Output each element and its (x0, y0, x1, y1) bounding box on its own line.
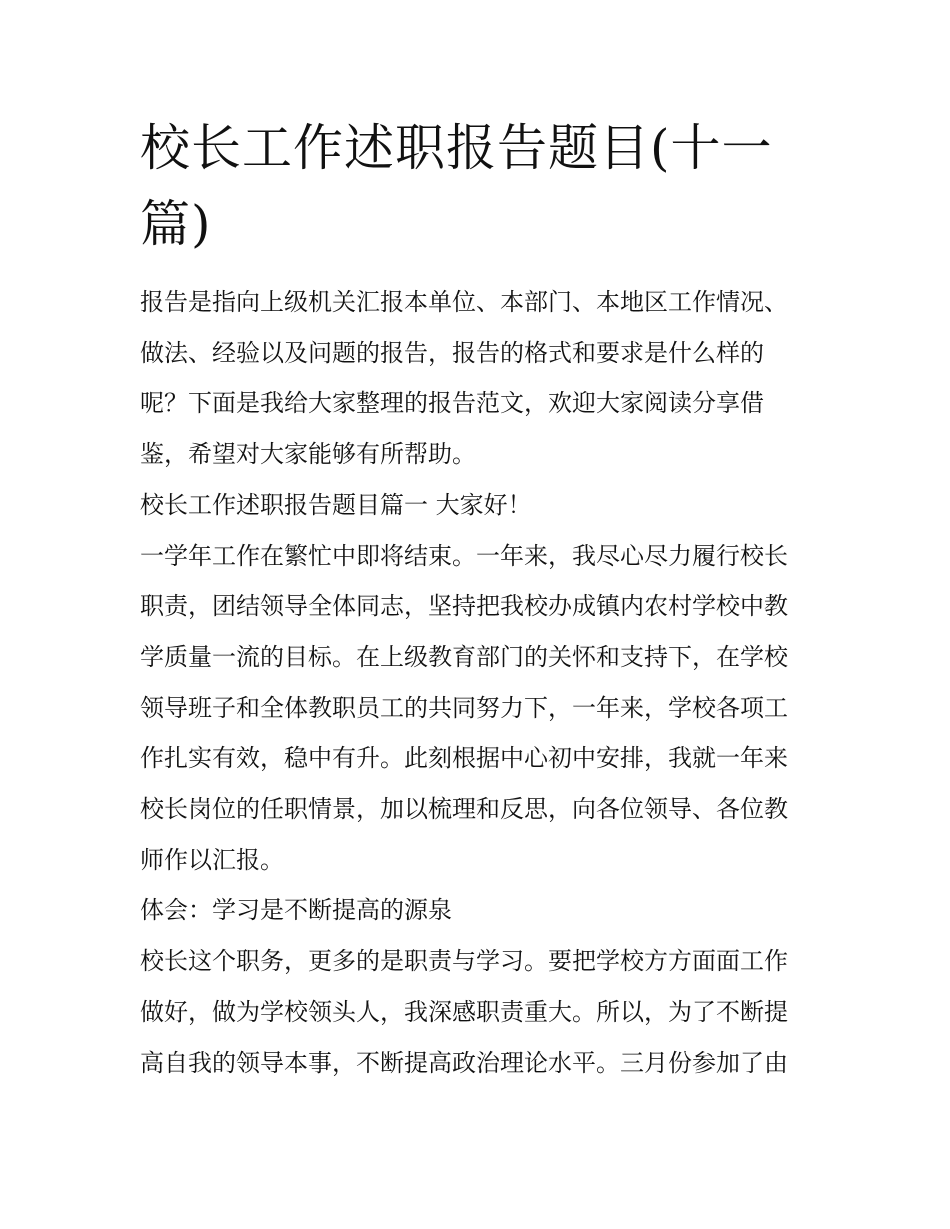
document-body (140, 277, 820, 1088)
intro-paragraph-line: 呢？下面是我给大家整理的报告范文，欢迎大家阅读分享借 (140, 389, 764, 418)
body-paragraph-line: 学质量一流的目标。在上级教育部门的关怀和支持下，在学校 (140, 642, 788, 671)
body-paragraph-line: 作扎实有效，稳中有升。此刻根据中心初中安排，我就一年来 (140, 744, 788, 773)
document-title (140, 110, 820, 262)
body-paragraph-line: 做好，做为学校领头人，我深感职责重大。所以，为了不断提 (140, 997, 788, 1026)
body-paragraph-line: 领导班子和全体教职员工的共同努力下，一年来，学校各项工 (140, 693, 788, 722)
intro-paragraph-line: 鉴，希望对大家能够有所帮助。 (140, 440, 476, 469)
body-paragraph-line: 师作以汇报。 (140, 845, 284, 874)
body-paragraph-line: 校长这个职务，更多的是职责与学习。要把学校方方面面工作 (140, 947, 788, 976)
body-paragraph-line: 职责，团结领导全体同志，坚持把我校办成镇内农村学校中教 (140, 592, 788, 621)
intro-paragraph-line: 报告是指向上级机关汇报本单位、本部门、本地区工作情况、 (140, 288, 788, 316)
body-paragraph-line: 高自我的领导本事，不断提高政治理论水平。三月份参加了由 (140, 1048, 788, 1077)
intro-paragraph-line: 做法、经验以及问题的报告，报告的格式和要求是什么样的 (140, 338, 764, 367)
subheading-line: 体会：学习是不断提高的源泉 (140, 896, 452, 925)
title-line-1: 校长工作述职报告题目(十一 (140, 119, 773, 177)
body-paragraph-line: 校长岗位的任职情景，加以梳理和反思，向各位领导、各位教 (140, 795, 788, 824)
section-heading-line: 校长工作述职报告题目篇一 大家好！ (140, 490, 532, 519)
title-line-2: 篇) (140, 195, 212, 253)
body-paragraph-line: 一学年工作在繁忙中即将结束。一年来，我尽心尽力履行校长 (140, 541, 788, 570)
